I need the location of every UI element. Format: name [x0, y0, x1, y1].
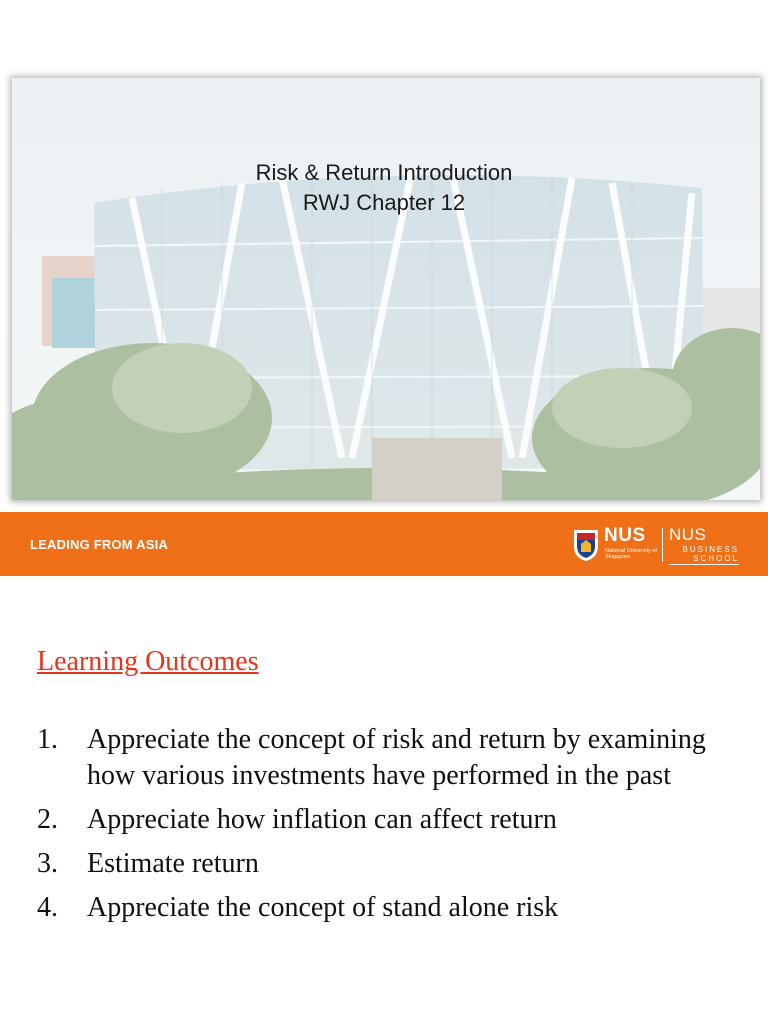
- nus-subtitle: National University of Singapore: [605, 548, 657, 560]
- list-text: Estimate return: [87, 848, 259, 879]
- business-school-text: BUSINESS SCHOOL: [669, 545, 739, 565]
- outcomes-list: [37, 722, 757, 934]
- logo-divider: [662, 528, 663, 562]
- photo-overlay: [12, 78, 760, 500]
- list-number: 1.: [37, 724, 58, 755]
- learning-outcomes-heading: Learning Outcomes: [37, 646, 259, 677]
- title-line-1: Risk & Return Introduction: [255, 160, 513, 185]
- list-item: [37, 890, 757, 926]
- tagline: LEADING FROM ASIA: [30, 537, 168, 552]
- list-text: Appreciate how inflation can affect return: [87, 804, 557, 835]
- list-text: Appreciate the concept of risk and return by examining how various investments have performed in the past: [87, 724, 706, 791]
- list-number: 3.: [37, 848, 58, 879]
- orange-band: [0, 512, 768, 576]
- business-school-nus: NUS: [669, 525, 707, 544]
- list-text: Appreciate the concept of stand alone risk: [87, 892, 559, 923]
- learning-outcomes-slide: [0, 576, 768, 1024]
- title-line-2: RWJ Chapter 12: [302, 190, 466, 215]
- slide-title: [0, 158, 768, 218]
- nus-wordmark: NUS: [604, 525, 646, 546]
- list-item: [37, 846, 757, 882]
- building-photo: [12, 78, 760, 500]
- list-item: [37, 802, 757, 838]
- nus-crest-icon: [572, 528, 600, 562]
- list-item: [37, 722, 757, 794]
- list-number: 2.: [37, 804, 58, 835]
- list-number: 4.: [37, 892, 58, 923]
